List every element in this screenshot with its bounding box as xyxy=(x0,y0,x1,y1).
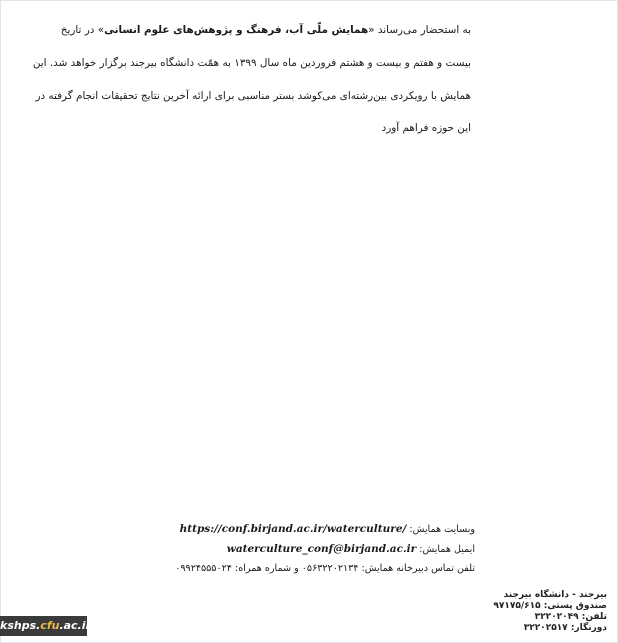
paragraph-line-2: بیست و هفتم و بیست و هشتم فروردین ماه سال ۱۳۹۹ به همّت دانشگاه بیرجند برگزار خواهد شد. این xyxy=(32,57,471,69)
address-line-3: تلفن: ۳۲۲۰۲۰۴۹ xyxy=(534,612,607,622)
watermark-accent: cfu xyxy=(40,619,60,632)
phone-label: تلفن تماس دبیرخانه همایش: xyxy=(361,563,475,574)
website-row xyxy=(180,523,475,535)
address-line-2: صندوق پستی: ۹۷۱۷۵/۶۱۵ xyxy=(493,601,607,611)
email-label: ایمیل همایش: xyxy=(419,544,475,555)
paragraph-line-1-pre: به استحضار می‌رساند « xyxy=(368,24,471,36)
paragraph-line-1 xyxy=(60,24,471,36)
email-link[interactable]: waterculture_conf@birjand.ac.ir xyxy=(226,543,417,555)
website-label: وبسایت همایش: xyxy=(409,524,475,535)
university-address xyxy=(493,590,607,634)
phone-row xyxy=(175,563,475,574)
site-watermark xyxy=(0,616,91,636)
watermark-prefix: kshps. xyxy=(0,619,41,632)
email-row xyxy=(227,543,475,555)
mobile-value: ۰۹۹۲۴۵۵۵۰۲۴ xyxy=(175,563,232,574)
address-line-1: بیرجند - دانشگاه بیرجند xyxy=(503,590,607,600)
paragraph-line-3: همایش با رویکردی بین‌رشته‌ای می‌کوشد بستر مناسبی برای ارائه آخرین نتایج تحقیقات انجام گرفته در xyxy=(35,90,471,102)
conference-title: همایش ملّی آب، فرهنگ و پژوهش‌های علوم انسانی xyxy=(104,24,369,36)
address-line-4: دورنگار: ۳۲۲۰۲۵۱۷ xyxy=(523,623,607,633)
watermark-suffix: .ac.ir xyxy=(59,619,91,632)
mobile-label: و شماره همراه: xyxy=(234,563,299,574)
paragraph-line-4: این حوزه فراهم آورد xyxy=(381,122,471,134)
phone-value: ۰۵۶۳۲۲۰۲۱۳۴ xyxy=(301,563,359,574)
website-link[interactable]: https://conf.birjand.ac.ir/waterculture/ xyxy=(179,523,407,535)
paragraph-line-1-post: » در تاریخ xyxy=(60,24,105,36)
